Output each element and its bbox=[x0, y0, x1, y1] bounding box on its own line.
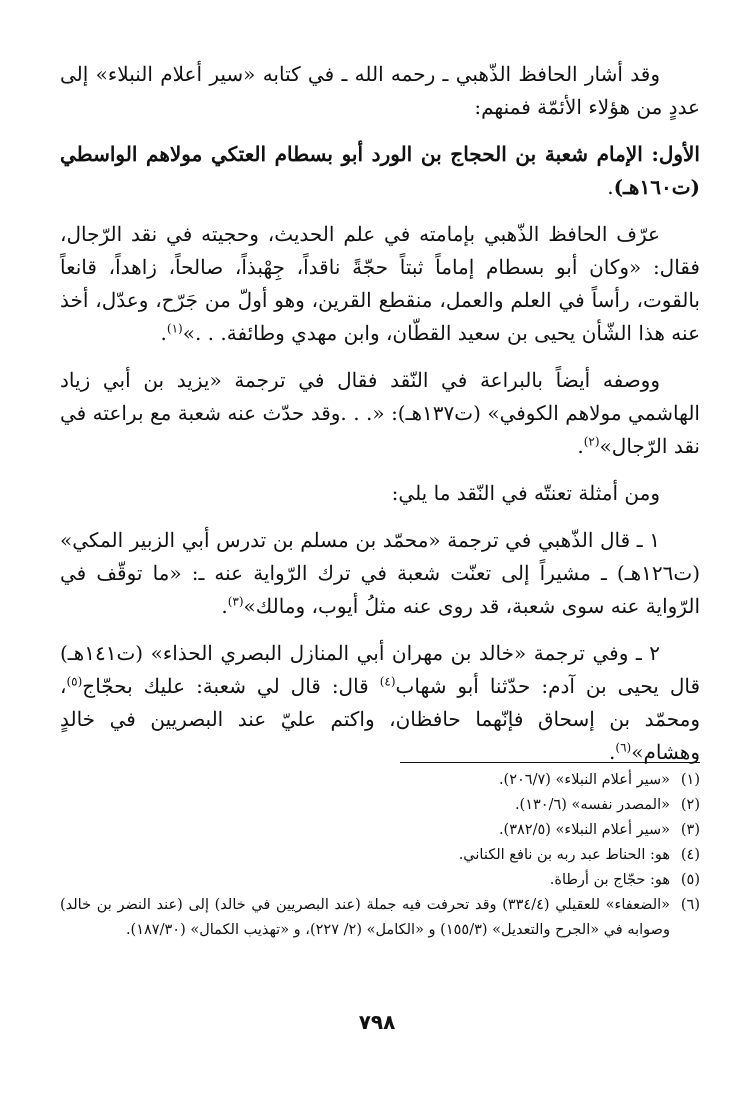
paragraph-text: الإمام شعبة بن الحجاج بن الورد أبو بسطام العتكي مولاهم الواسطي (ت١٦٠هـ) bbox=[60, 142, 700, 199]
shuba-skill-paragraph bbox=[60, 364, 700, 463]
footnote-number: (٤) bbox=[680, 847, 700, 863]
paragraph-text: وقد أشار الحافظ الذّهبي ـ رحمه الله ـ في كتابه «سير أعلام النبلاء» إلى عددٍ من هؤلاء الأئمّة فمنهم: bbox=[60, 62, 700, 119]
page-number: ٧٩٨ bbox=[358, 1010, 396, 1034]
footnote-text: هو: الحناط عبد ربه بن نافع الكناني. bbox=[458, 847, 670, 863]
example-1-paragraph bbox=[60, 524, 700, 623]
example-2-paragraph bbox=[60, 637, 700, 769]
paragraph-text: ومن أمثلة تعنتّه في النّقد ما يلي: bbox=[391, 481, 660, 505]
section-lead: الأول: bbox=[651, 142, 700, 166]
main-text bbox=[60, 58, 700, 783]
footnote-number: (١) bbox=[680, 772, 700, 788]
paragraph-text: عرّف الحافظ الذّهبي بإمامته في علم الحديث، وحجيته في نقد الرّجال، فقال: «وكان أبو بسطام إماماً ثبتاً حجّةً ناقداً، جِهْبذاً، صالحاً، زاهداً، قانعاً بالقوت، رأساً في العلم والعمل، منقطع القرين، وهو أولّ من جَرّح، وعدّل، أخذ عنه هذا الشّأن يحيى بن سعيد القطّان، وابن مهدي وطائفة. . .» bbox=[60, 222, 700, 345]
footnotes bbox=[60, 768, 700, 943]
footnote-number: (٣) bbox=[680, 822, 700, 838]
paragraph-tail: . bbox=[221, 594, 228, 618]
first-imam-heading bbox=[60, 138, 700, 204]
footnote-item bbox=[60, 843, 700, 868]
footnote-item bbox=[60, 768, 700, 793]
footnote-text: «سير أعلام النبلاء» (٣٨٢/٥). bbox=[498, 822, 670, 838]
paragraph-tail: . bbox=[607, 175, 614, 199]
footnote-ref[interactable]: (١) bbox=[166, 321, 183, 336]
paragraph-tail: . bbox=[609, 740, 616, 764]
paragraph-text: ١ ـ قال الذّهبي في ترجمة «محمّد بن مسلم بن تدرس أبي الزبير المكي» (ت١٢٦هـ) ـ مشيراً إلى تعنّت شعبة في ترك الرّواية عنه ـ: «ما توقّف في الرّواية عنه سوى شعبة، قد روى عنه مثلُ أيوب، ومالك» bbox=[60, 528, 700, 618]
footnote-divider bbox=[400, 762, 700, 763]
footnote-ref[interactable]: (٦) bbox=[615, 740, 632, 755]
paragraph-tail: . bbox=[577, 434, 584, 458]
footnote-item bbox=[60, 818, 700, 843]
footnote-number: (٦) bbox=[680, 897, 700, 913]
footnote-item bbox=[60, 893, 700, 943]
footnote-text: «الضعفاء» للعقيلي (٣٣٤/٤) وقد تحرفت فيه جملة (عند البصريين في خالد) إلى (عند النضر بن خالد) وصوابه في «الجرح والتعديل» (١٥٥/٣) و «الكامل» (٢/ ٢٢٧)، و «تهذيب الكمال» (١٨٧/٣٠). bbox=[60, 897, 671, 938]
footnote-item bbox=[60, 793, 700, 818]
shuba-description-paragraph bbox=[60, 218, 700, 350]
footnote-ref[interactable]: (٣) bbox=[227, 594, 244, 609]
footnote-text: هو: حجّاج بن أرطاة. bbox=[549, 872, 670, 888]
intro-paragraph bbox=[60, 58, 700, 124]
footnote-number: (٢) bbox=[680, 797, 700, 813]
footnote-ref[interactable]: (٤) bbox=[379, 674, 396, 689]
footnote-item bbox=[60, 868, 700, 893]
paragraph-tail: . bbox=[160, 321, 167, 345]
paragraph-text: ، ومحمّد بن إسحاق فإنّهما حافظان، واكتم عليّ عند البصريين في خالدٍ وهشام» bbox=[60, 674, 700, 764]
paragraph-text: ووصفه أيضاً بالبراعة في النّقد فقال في ترجمة «يزيد بن أبي زياد الهاشمي مولاهم الكوفي» (ت١٣٧هـ): «. . .وقد حدّث عنه شعبة مع براعته في نقد الرّجال» bbox=[60, 368, 700, 458]
footnote-ref[interactable]: (٥) bbox=[66, 674, 83, 689]
footnote-text: «المصدر نفسه» (١٣٠/٦). bbox=[514, 797, 670, 813]
footnote-ref[interactable]: (٢) bbox=[583, 434, 600, 449]
examples-heading bbox=[60, 477, 700, 510]
footnote-text: «سير أعلام النبلاء» (٢٠٦/٧). bbox=[498, 772, 670, 788]
paragraph-text: قال: قال لي شعبة: عليك بحجّاج bbox=[82, 674, 380, 698]
paragraph-text: ٢ ـ وفي ترجمة «خالد بن مهران أبي المنازل البصري الحذاء» (ت١٤١هـ) قال يحيى بن آدم: حدّثنا أبو شهاب bbox=[60, 641, 700, 698]
footnote-number: (٥) bbox=[680, 872, 700, 888]
